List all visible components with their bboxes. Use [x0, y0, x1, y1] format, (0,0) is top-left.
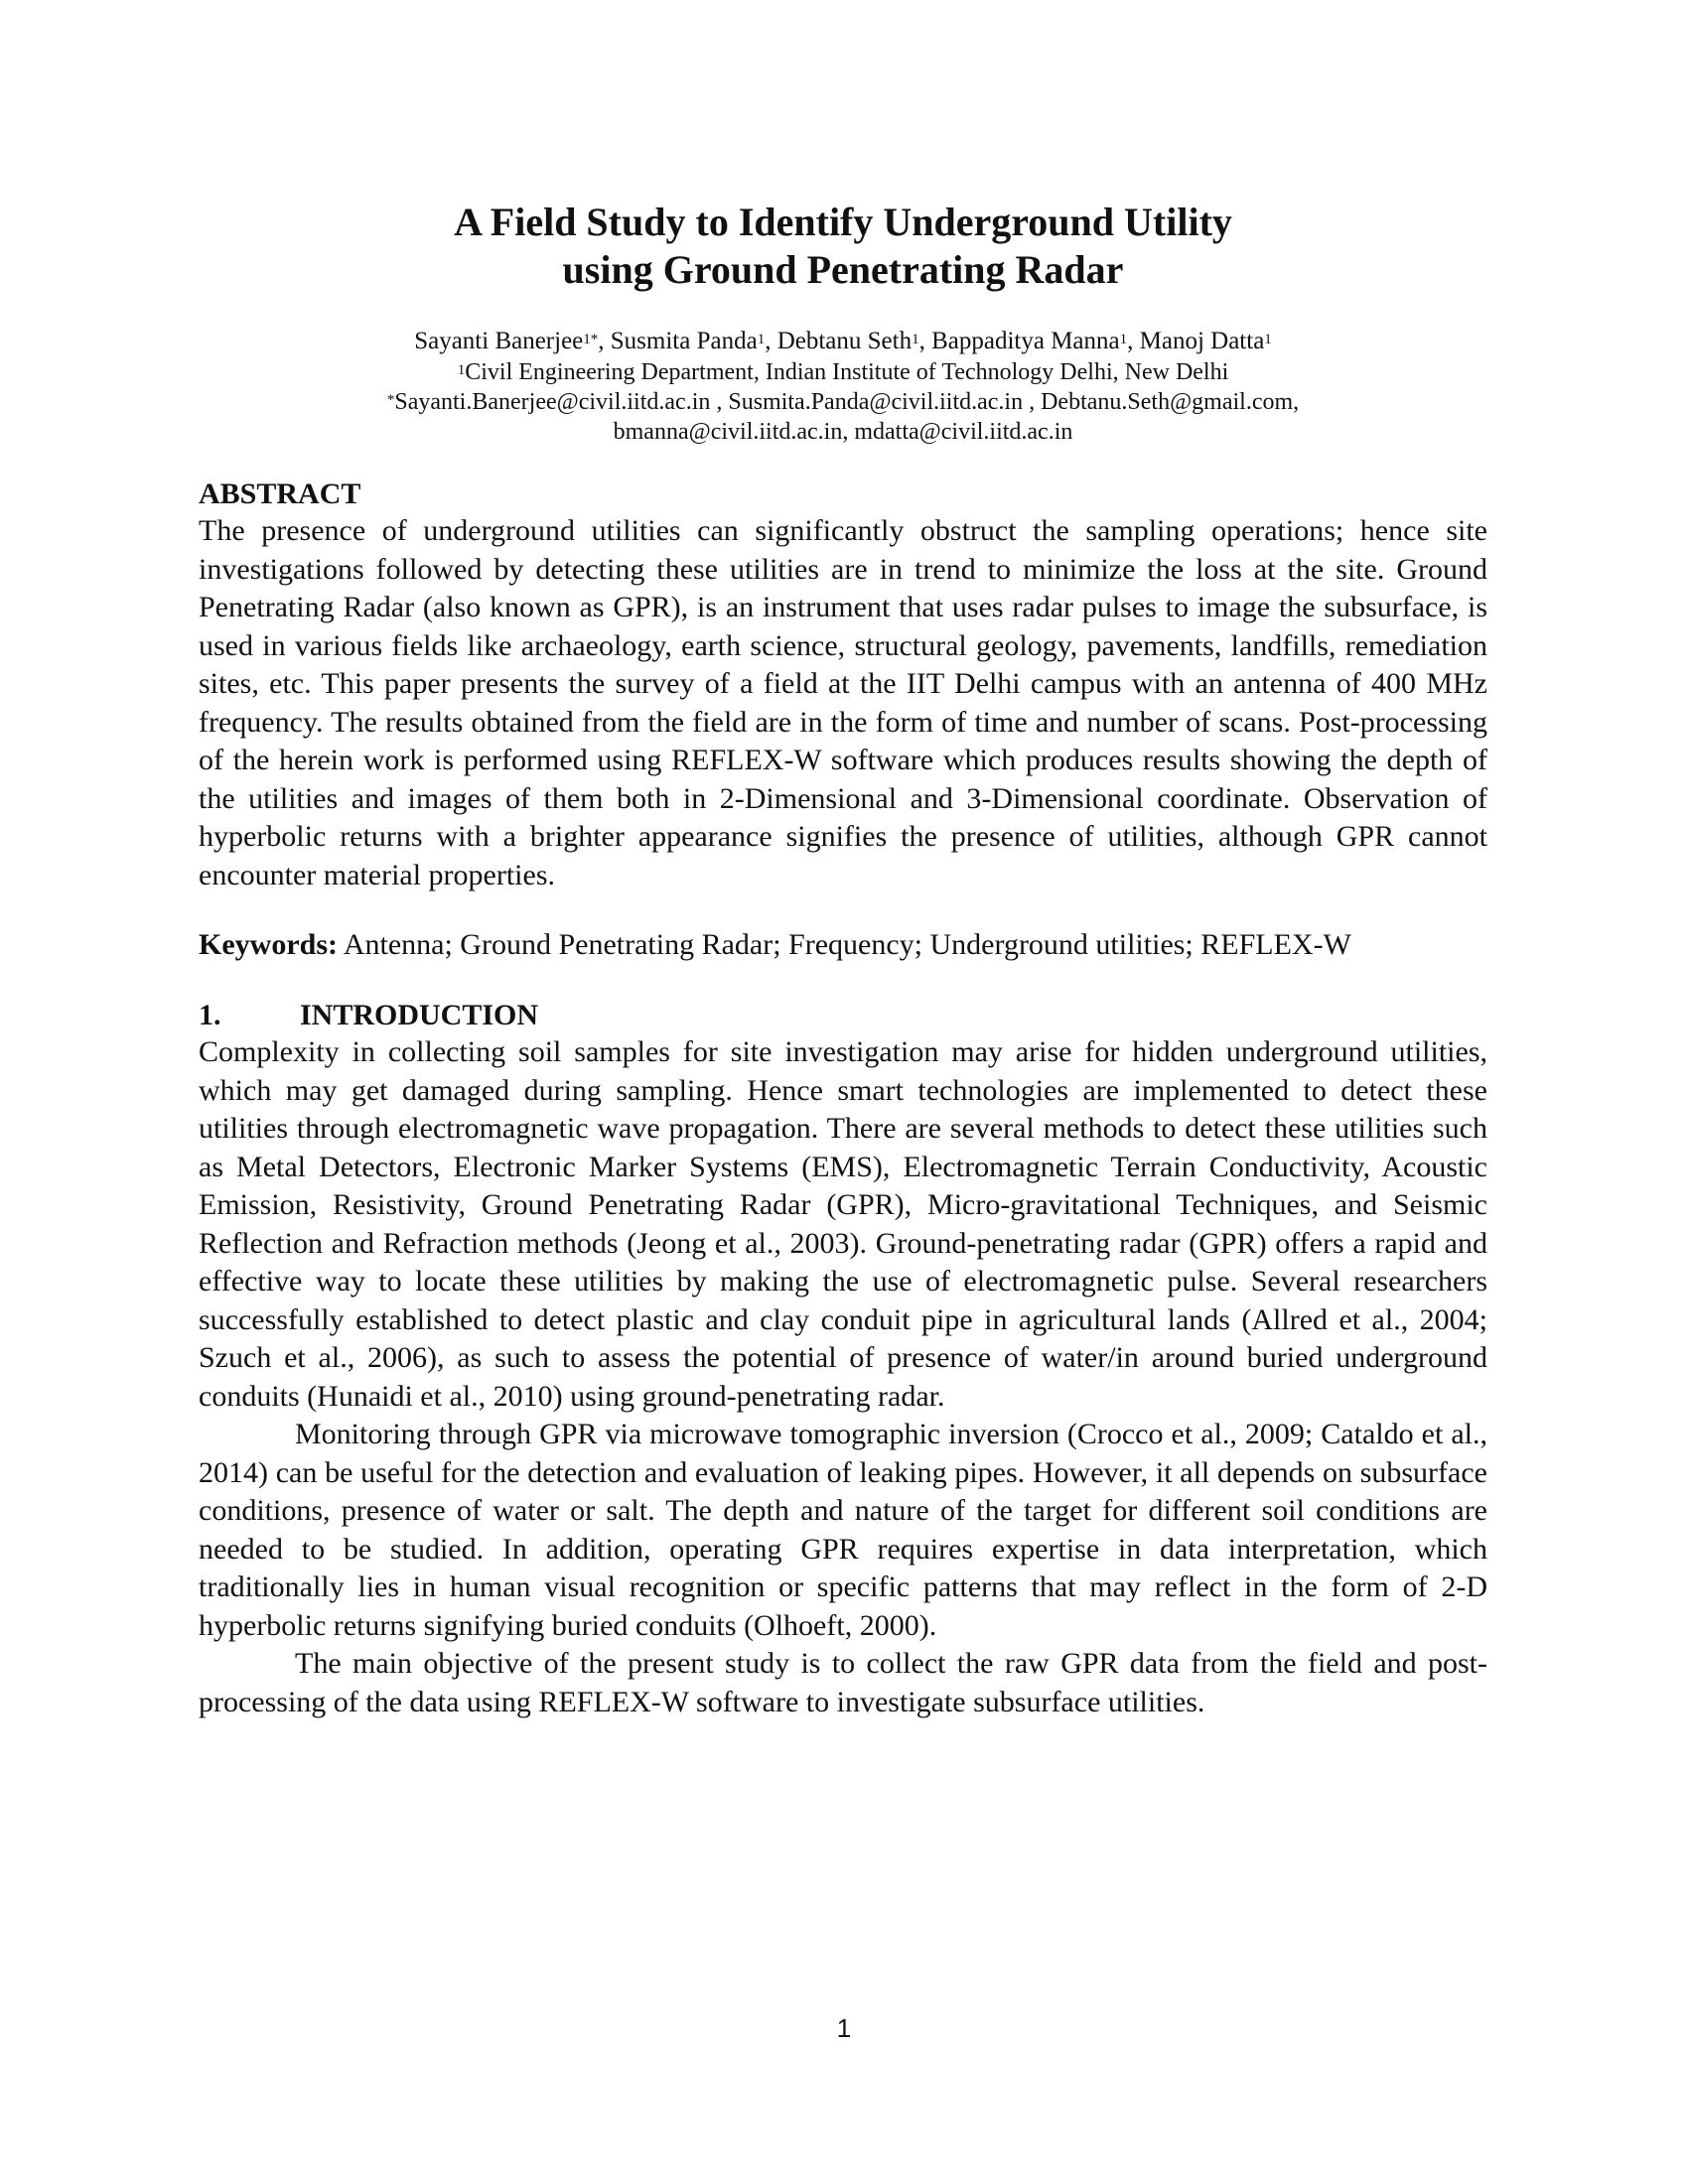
- title-line-1: A Field Study to Identify Underground Utility: [454, 200, 1232, 244]
- section-title: INTRODUCTION: [300, 999, 539, 1031]
- author-sup: 1*: [583, 332, 599, 347]
- abstract-heading: ABSTRACT: [199, 478, 361, 510]
- abstract-text: The presence of underground utilities can significantly obstruct the sampling operations; hence site investigations followed by detecting these utilities are in trend to minimize the loss at the site. Ground Penetrating Radar (also known as GPR), is an instrument that uses radar pulses to image the subsurface, is used in various fields like archaeology, earth science, structural geology, pavements, landfills, remediation sites, etc. This paper presents the survey of a field at the IIT Delhi campus with an antenna of 400 MHz frequency. The results obtained from the field are in the form of time and number of scans. Post-processing of the herein work is performed using REFLEX-W software which produces results showing the depth of the utilities and images of them both in 2-Dimensional and 3-Dimensional coordinate. Observation of hyperbolic returns with a brighter appearance signifies the presence of utilities, although GPR cannot encounter material properties.: [199, 514, 1487, 891]
- intro-paragraph-1: Complexity in collecting soil samples for site investigation may arise for hidden underground utilities, which may get damaged during sampling. Hence smart technologies are implemented to detect these utilities through electromagnetic wave propagation. There are several methods to detect these utilities such as Metal Detectors, Electronic Marker Systems (EMS), Electromagnetic Terrain Conductivity, Acoustic Emission, Resistivity, Ground Penetrating Radar (GPR), Micro-gravitational Techniques, and Seismic Reflection and Refraction methods (Jeong et al., 2003). Ground-penetrating radar (GPR) offers a rapid and effective way to locate these utilities by making the use of electromagnetic pulse. Several researchers successfully established to detect plastic and clay conduit pipe in agricultural lands (Allred et al., 2004; Szuch et al., 2006), as such to assess the potential of presence of water/in around buried underground conduits (Hunaidi et al., 2010) using ground-penetrating radar.: [199, 1035, 1487, 1413]
- author-block: [199, 326, 1487, 447]
- email-line-2: bmanna@civil.iitd.ac.in, mdatta@civil.iitd.ac.in: [613, 419, 1073, 445]
- author-list: Sayanti Banerjee$^{1*}$, Susmita Panda$^1$, Debtanu Seth$^1$, Bappaditya Manna$^1$, Manoj Datta$^1$: [414, 328, 1272, 354]
- author-sup: 1: [757, 332, 766, 347]
- author-name: Debtanu Seth: [776, 328, 913, 354]
- page-number: 1: [836, 2013, 852, 2043]
- email-line-1: [199, 387, 1487, 417]
- keywords-label: Keywords:: [199, 928, 338, 961]
- author-sup: 1: [1264, 332, 1272, 347]
- affiliation-sup: 1: [457, 362, 466, 378]
- email-sup: *: [386, 392, 395, 408]
- author-name: Bappaditya Manna: [931, 328, 1120, 354]
- intro-paragraph-2: Monitoring through GPR via microwave tomographic inversion (Crocco et al., 2009; Cataldo et al., 2014) can be useful for the detection and evaluation of leaking pipes. However, it all depends on subsurface conditions, presence of water or salt. The depth and nature of the target for different soil conditions are needed to be studied. In addition, operating GPR requires expertise in data interpretation, which traditionally lies in human visual recognition or specific patterns that may reflect in the form of 2-D hyperbolic returns signifying buried conduits (Olhoeft, 2000).: [199, 1418, 1487, 1642]
- page-content: [199, 199, 1487, 1721]
- affiliation-text: Civil Engineering Department, Indian Institute of Technology Delhi, New Delhi: [465, 359, 1229, 385]
- keywords-text: Antenna; Ground Penetrating Radar; Frequency; Underground utilities; REFLEX-W: [343, 928, 1351, 961]
- title-line-2: using Ground Penetrating Radar: [562, 247, 1124, 292]
- intro-paragraph-3: The main objective of the present study is to collect the raw GPR data from the field and post-processing of the data using REFLEX-W software to investigate subsurface utilities.: [199, 1647, 1487, 1718]
- section-number: 1.: [199, 999, 221, 1031]
- author-sup: 1: [912, 332, 919, 347]
- author-sup: 1: [1119, 332, 1128, 347]
- affiliation: [199, 357, 1487, 387]
- section-heading-introduction: [199, 998, 1487, 1033]
- paper-title: [199, 199, 1487, 294]
- author-name: Manoj Datta: [1139, 328, 1265, 354]
- author-name: Sayanti Banerjee: [414, 328, 584, 354]
- keywords: [199, 926, 1487, 964]
- email-text-1: Sayanti.Banerjee@civil.iitd.ac.in , Susmita.Panda@civil.iitd.ac.in , Debtanu.Seth@gmail.com,: [394, 389, 1300, 415]
- author-name: Susmita Panda: [610, 328, 758, 354]
